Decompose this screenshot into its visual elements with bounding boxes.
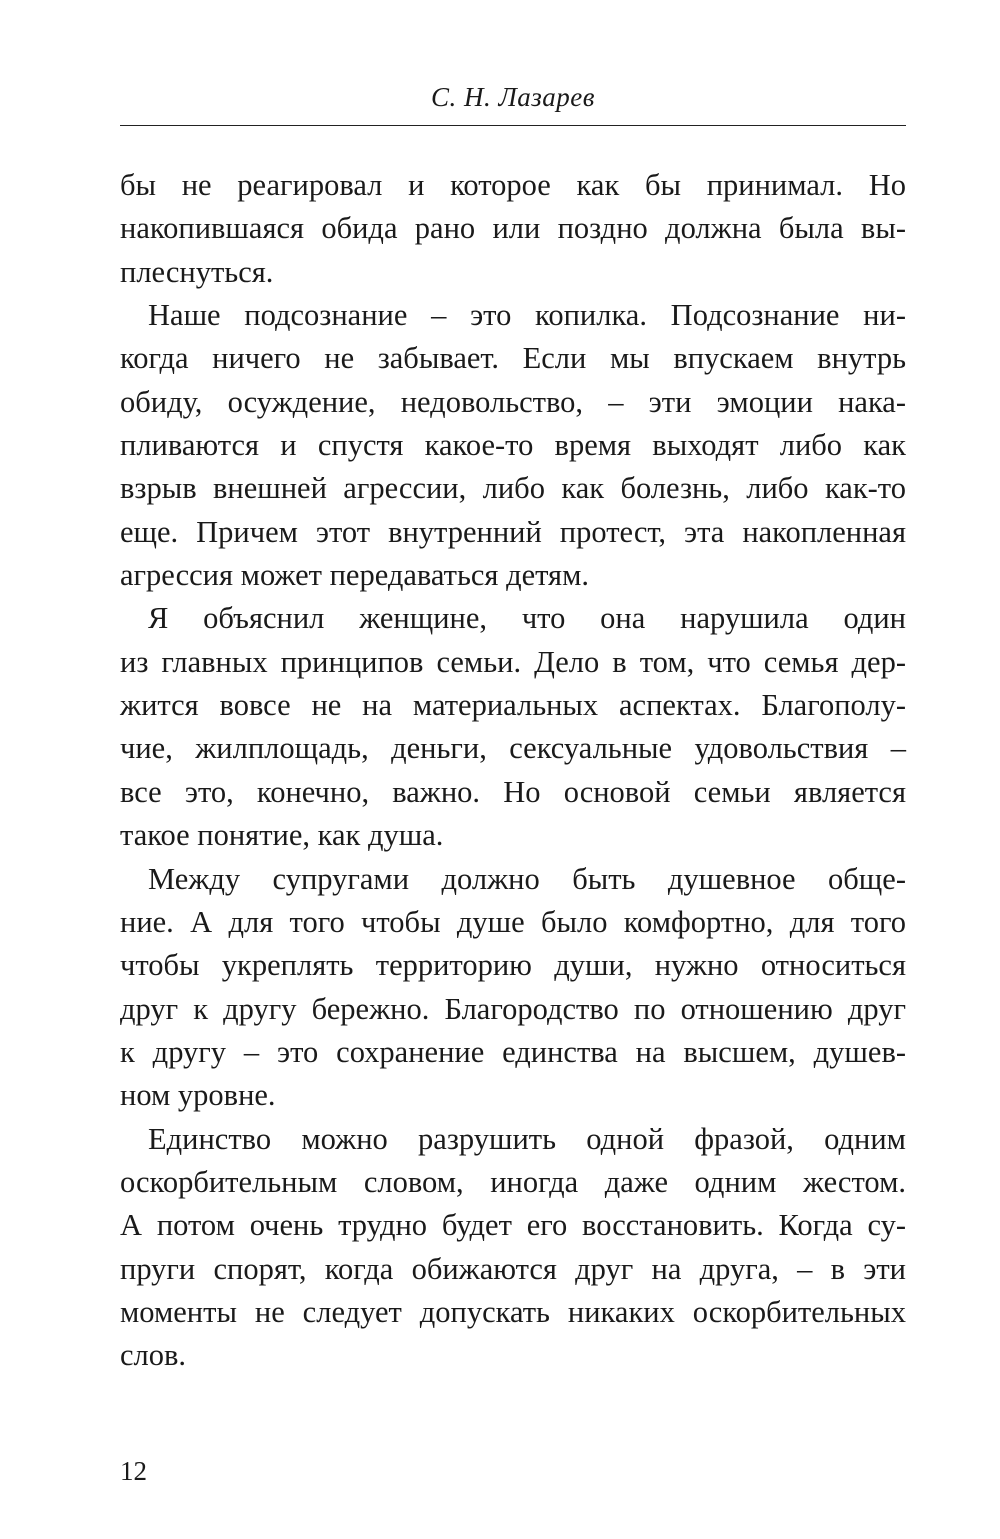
text-line: ние. А для того чтобы душе было комфортно, для того (120, 904, 906, 939)
text-line: бы не реагировал и которое как бы принимал. Но (120, 168, 906, 202)
text-line: пливаются и спустя какое-то время выходят либо как (120, 428, 906, 463)
text-line: пруги спорят, когда обижаются друг на друга, – в эти (120, 1251, 906, 1286)
body-text (120, 164, 906, 1378)
text-line: когда ничего не забывает. Если мы впускаем внутрь (120, 341, 906, 376)
text-line: Единство можно разрушить одной фразой, одним (148, 1121, 906, 1156)
text-line: жится вовсе не на материальных аспектах. Благополу- (120, 688, 906, 723)
text-line: друг к другу бережно. Благородство по отношению друг (120, 991, 906, 1026)
text-line: чие, жилплощадь, деньги, сексуальные удовольствия – (120, 731, 906, 766)
text-line: все это, конечно, важно. Но основой семьи является (120, 774, 906, 809)
text-line: слов. (120, 1338, 187, 1373)
text-line: ном уровне. (120, 1078, 276, 1113)
text-line: взрыв внешней агрессии, либо как болезнь, либо как-то (120, 471, 906, 506)
text-line: Наше подсознание – это копилка. Подсознание ни- (148, 298, 906, 333)
page-number: 12 (120, 1456, 147, 1486)
header-rule (120, 125, 906, 126)
text-line: плеснуться. (120, 254, 274, 289)
text-line: Между супругами должно быть душевное обще- (148, 861, 906, 896)
text-line: такое понятие, как душа. (120, 818, 444, 853)
text-line: чтобы укреплять территорию души, нужно относиться (120, 948, 906, 983)
text-line: оскорбительным словом, иногда даже одним жестом. (120, 1164, 906, 1199)
text-line: обиду, осуждение, недовольство, – эти эмоции нака- (120, 384, 906, 419)
text-line: накопившаяся обида рано или поздно должна была вы- (120, 211, 906, 246)
text-line: из главных принципов семьи. Дело в том, что семья дер- (120, 644, 906, 679)
running-header-author: С. Н. Лазарев (430, 82, 596, 112)
text-line: еще. Причем этот внутренний протест, эта накопленная (120, 514, 906, 549)
text-line: к другу – это сохранение единства на высшем, душев- (120, 1034, 906, 1069)
text-line: А потом очень трудно будет его восстановить. Когда су- (120, 1208, 906, 1243)
text-line: агрессия может передаваться детям. (120, 558, 590, 593)
text-line: Я объяснил женщине, что она нарушила один (148, 601, 906, 636)
text-line: моменты не следует допускать никаких оскорбительных (120, 1294, 906, 1329)
